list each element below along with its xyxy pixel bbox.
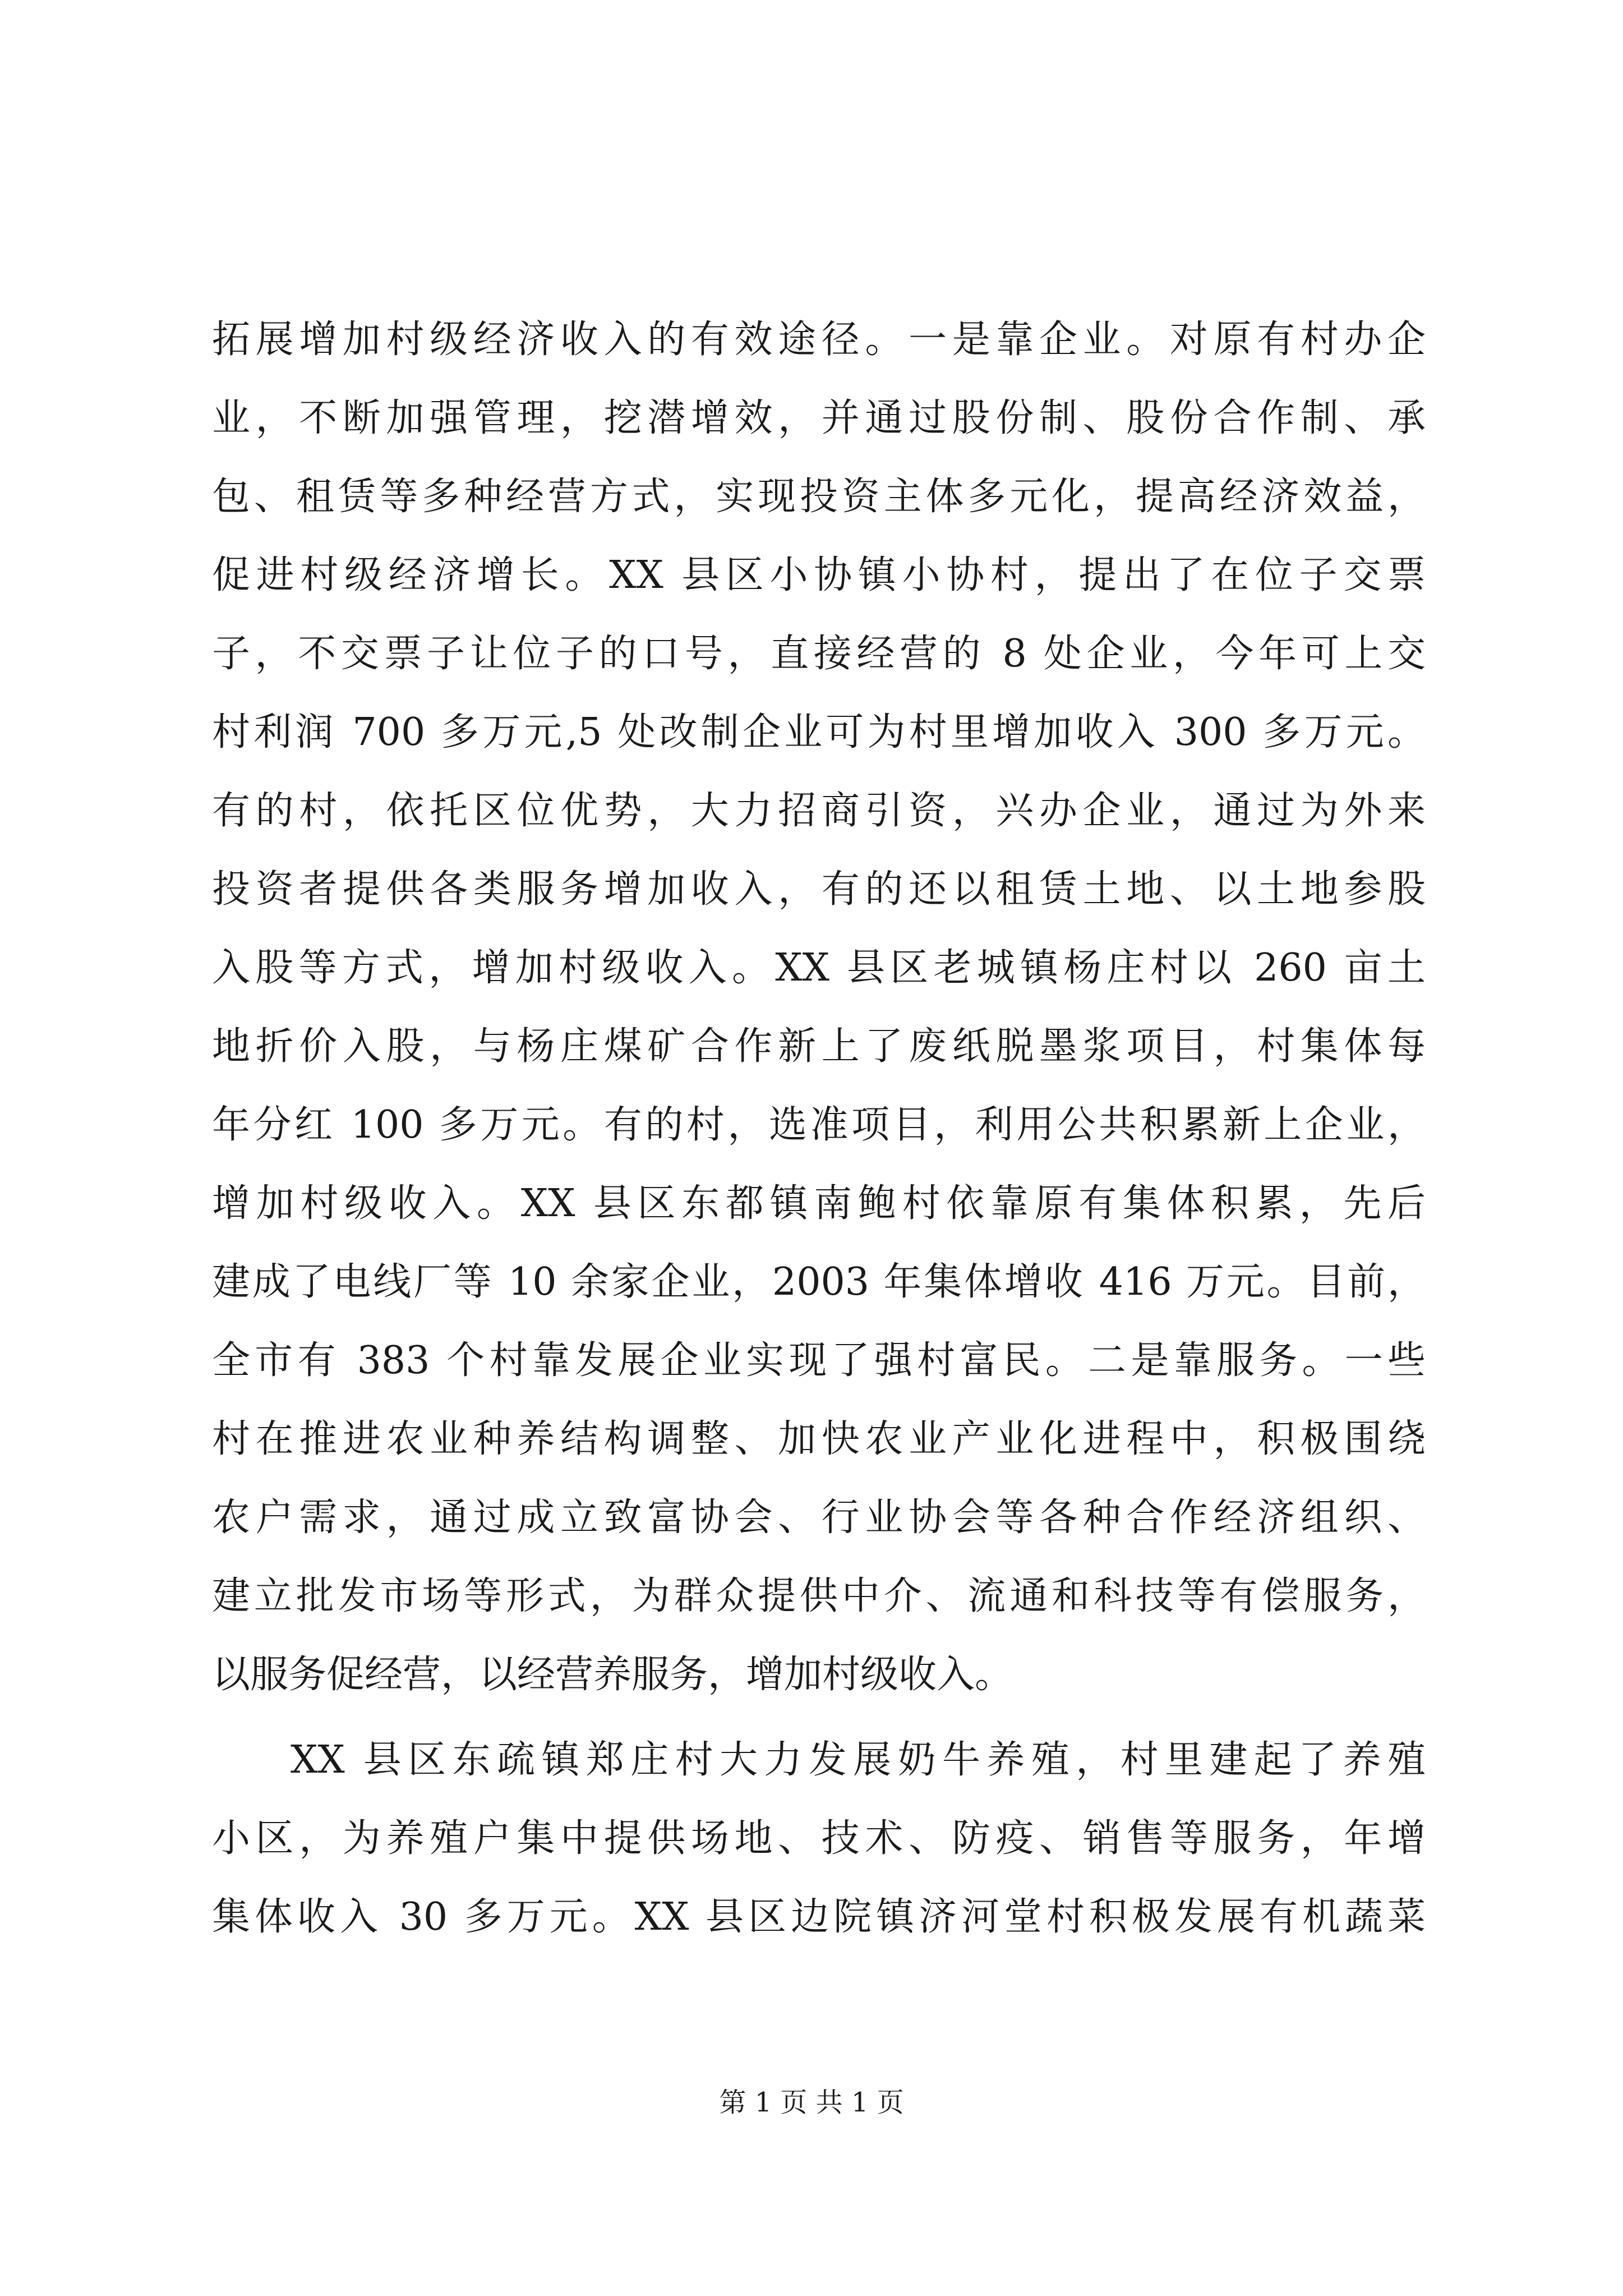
text-line: 村利润 700 多万元,5 处改制企业可为村里增加收入 300 多万元。 — [212, 710, 1426, 754]
text-line: 业，不断加强管理，挖潜增效，并通过股份制、股份合作制、承 — [212, 396, 1426, 440]
text-line: 建成了电线厂等 10 余家企业，2003 年集体增收 416 万元。目前， — [212, 1260, 1426, 1304]
paragraph-2 — [212, 1721, 1426, 1957]
text-line: 增加村级收入。XX 县区东都镇南鲍村依靠原有集体积累，先后 — [212, 1181, 1426, 1226]
paragraph-1 — [212, 301, 1426, 1714]
text-line: 拓展增加村级经济收入的有效途径。一是靠企业。对原有村办企 — [212, 318, 1426, 362]
text-line: 子，不交票子让位子的口号，直接经营的 8 处企业，今年可上交 — [212, 632, 1426, 676]
text-line: 有的村，依托区位优势，大力招商引资，兴办企业，通过为外来 — [212, 789, 1426, 833]
text-line: 村在推进农业种养结构调整、加快农业产业化进程中，积极围绕 — [212, 1417, 1426, 1461]
text-line: 小区，为养殖户集中提供场地、技术、防疫、销售等服务，年增 — [212, 1816, 1426, 1861]
text-line: 包、租赁等多种经营方式，实现投资主体多元化，提高经济效益， — [212, 475, 1426, 519]
text-line: 入股等方式，增加村级收入。XX 县区老城镇杨庄村以 260 亩土 — [212, 946, 1426, 990]
page-footer: 第 1 页 共 1 页 — [719, 2087, 904, 2118]
text-line: 建立批发市场等形式，为群众提供中介、流通和科技等有偿服务， — [212, 1574, 1426, 1618]
text-line: 农户需求，通过成立致富协会、行业协会等各种合作经济组织、 — [212, 1496, 1426, 1540]
text-line: 全市有 383 个村靠发展企业实现了强村富民。二是靠服务。一些 — [212, 1338, 1426, 1383]
text-line: 促进村级经济增长。XX 县区小协镇小协村，提出了在位子交票 — [212, 553, 1426, 597]
text-line: 年分红 100 多万元。有的村，选准项目，利用公共积累新上企业， — [212, 1103, 1426, 1147]
text-line: XX 县区东疏镇郑庄村大力发展奶牛养殖，村里建起了养殖 — [291, 1738, 1426, 1782]
text-line: 地折价入股，与杨庄煤矿合作新上了废纸脱墨浆项目，村集体每 — [212, 1024, 1426, 1069]
text-line: 以服务促经营，以经营养服务，增加村级收入。 — [212, 1653, 1013, 1697]
text-line: 集体收入 30 多万元。XX 县区边院镇济河堂村积极发展有机蔬菜 — [212, 1895, 1426, 1939]
paragraph-gap — [212, 1714, 1426, 1721]
text-line: 投资者提供各类服务增加收入，有的还以租赁土地、以土地参股 — [212, 867, 1426, 912]
body-text — [212, 301, 1426, 1957]
